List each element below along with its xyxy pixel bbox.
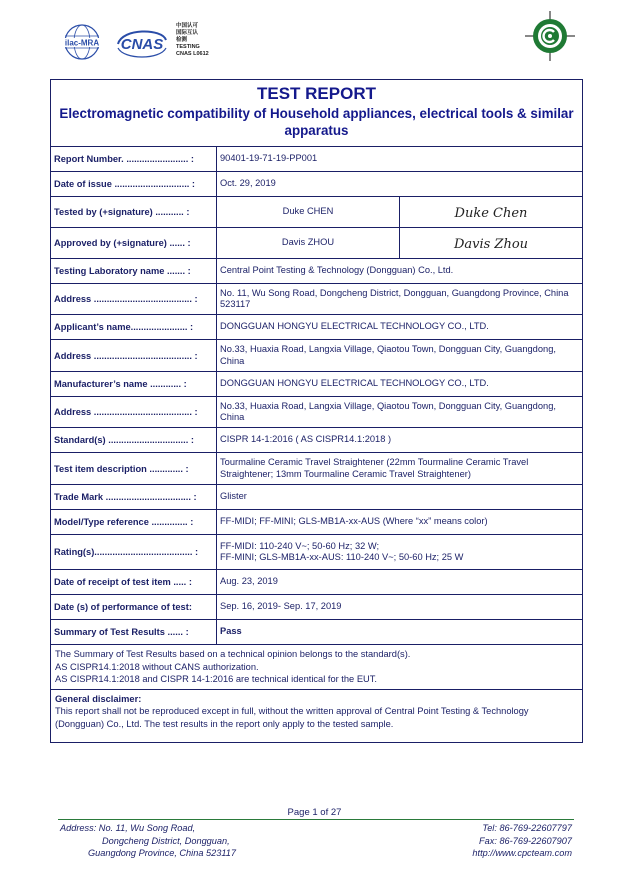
- field-label: Report Number. ........................ :: [51, 147, 217, 171]
- address-line: Guangdong Province, China 523117: [88, 848, 236, 858]
- field-label: Date of issue ............................. :: [51, 172, 217, 196]
- field-applicant-address: [51, 340, 582, 372]
- field-value: No.33, Huaxia Road, Langxia Village, Qiaotou Town, Dongguan City, Guangdong, China: [220, 344, 556, 366]
- field-label: Testing Laboratory name ....... :: [51, 259, 217, 283]
- field-label: Summary of Test Results ...... :: [51, 620, 217, 644]
- field-label: Approved by (+signature) ...... :: [51, 228, 217, 258]
- field-manufacturer: [51, 372, 582, 397]
- general-disclaimer: [51, 690, 582, 734]
- disclaimer-heading: General disclaimer:: [55, 693, 142, 704]
- field-trade-mark: [51, 485, 582, 510]
- field-label: Address ...................................... :: [51, 284, 217, 314]
- field-applicant: [51, 315, 582, 340]
- footer-address: [60, 822, 236, 860]
- field-label: Test item description ............. :: [51, 453, 217, 484]
- footer-contact: [472, 822, 572, 860]
- field-standards: [51, 428, 582, 453]
- cnas-accreditation-text: [176, 23, 209, 58]
- address-line: Address: No. 11, Wu Song Road,: [60, 823, 196, 833]
- summary-line: AS CISPR14.1:2018 and CISPR 14-1:2016 are technical identical for the EUT.: [55, 674, 377, 684]
- field-date-receipt: [51, 570, 582, 595]
- field-value: Sep. 16, 2019- Sep. 17, 2019: [220, 601, 342, 612]
- page-number: Page 1 of 27: [287, 807, 342, 818]
- footer-web: http://www.cpcteam.com: [472, 848, 572, 858]
- field-value: [217, 535, 582, 569]
- summary-notes: [51, 645, 582, 690]
- field-approved-by: [51, 228, 582, 259]
- field-lab-address: [51, 284, 582, 315]
- field-value: CISPR 14-1:2016 ( AS CISPR14.1:2018 ): [220, 434, 392, 445]
- field-value: Tourmaline Ceramic Travel Straightener (22mm Tourmaline Ceramic Travel Straightener; 13mm Tourmaline Ceramic Travel Straightener): [220, 457, 529, 479]
- field-value: Aug. 23, 2019: [220, 576, 278, 587]
- field-value: No.33, Huaxia Road, Langxia Village, Qiaotou Town, Dongguan City, Guangdong, China: [220, 400, 556, 422]
- ilac-mra-logo: [58, 22, 106, 66]
- cnas-line: 国际互认: [176, 30, 199, 36]
- field-test-item: [51, 453, 582, 485]
- footer-fax: Fax: 86-769-22607907: [479, 835, 572, 846]
- field-label: Standard(s) ............................... :: [51, 428, 217, 452]
- svg-text:CNAS: CNAS: [120, 36, 164, 53]
- summary-line: AS CISPR14.1:2018 without CANS authorization.: [55, 661, 259, 672]
- field-label: Tested by (+signature) ........... :: [51, 197, 217, 227]
- cnas-line: 中国认可: [176, 23, 199, 29]
- field-value: Central Point Testing & Technology (Dongguan) Co., Ltd.: [220, 265, 454, 276]
- cnas-line: 检测: [176, 37, 188, 43]
- field-value: Glister: [220, 491, 247, 502]
- field-label: Date of receipt of test item ..... :: [51, 570, 217, 594]
- field-report-number: [51, 147, 582, 172]
- svg-text:Duke Chen: Duke Chen: [454, 206, 528, 221]
- cnas-line: CNAS L0612: [176, 51, 209, 57]
- field-tested-by: [51, 197, 582, 228]
- field-date-performance: [51, 595, 582, 620]
- approved-by-signature: [400, 228, 582, 258]
- field-summary-results: [51, 620, 582, 645]
- field-value: 90401-19-71-19-PP001: [220, 153, 318, 164]
- field-value: FF-MIDI; FF-MINI; GLS-MB1A-xx-AUS (Where “xx” means color): [220, 516, 488, 527]
- field-label: Manufacturer’s name ............ :: [51, 372, 217, 396]
- footer-divider: [58, 819, 574, 820]
- cnas-logo: [112, 26, 172, 62]
- field-rating: [51, 535, 582, 570]
- cnas-line: TESTING: [176, 44, 200, 50]
- field-label: Date (s) of performance of test:: [51, 595, 217, 619]
- report-form: [50, 79, 583, 743]
- field-testing-lab: [51, 259, 582, 284]
- field-label: Trade Mark ................................. :: [51, 485, 217, 509]
- disclaimer-text: This report shall not be reproduced except in full, without the written approval of Central Point Testing & Technology (Dongguan) Co., Ltd. The test results in the report only apply to the tested sample.: [55, 706, 529, 729]
- field-model: [51, 510, 582, 535]
- rating-line: FF-MINI; GLS-MB1A-xx-AUS: 110-240 V~; 50-60 Hz; 25 W: [220, 552, 464, 562]
- field-label: Applicant’s name...................... :: [51, 315, 217, 339]
- rating-line: FF-MIDI: 110-240 V~; 50-60 Hz; 32 W;: [220, 540, 380, 551]
- svg-text:Davis Zhou: Davis Zhou: [453, 237, 529, 252]
- field-value: Davis ZHOU: [217, 228, 400, 258]
- field-value: DONGGUAN HONGYU ELECTRICAL TECHNOLOGY CO., LTD.: [220, 321, 489, 332]
- field-label: Address ...................................... :: [51, 340, 217, 371]
- field-value: DONGGUAN HONGYU ELECTRICAL TECHNOLOGY CO., LTD.: [220, 378, 489, 389]
- field-manufacturer-address: [51, 397, 582, 428]
- tested-by-signature: [400, 197, 582, 227]
- field-label: Address ...................................... :: [51, 397, 217, 427]
- report-fields: [51, 146, 582, 733]
- field-label: Rating(s)...................................... :: [51, 535, 217, 569]
- summary-line: The Summary of Test Results based on a technical opinion belongs to the standard(s).: [55, 649, 411, 659]
- report-title: TEST REPORT: [256, 84, 376, 103]
- field-value: Oct. 29, 2019: [220, 178, 276, 189]
- field-value: Pass: [220, 626, 242, 637]
- field-date-of-issue: [51, 172, 582, 197]
- field-label: Model/Type reference .............. :: [51, 510, 217, 534]
- field-value: Duke CHEN: [217, 197, 400, 227]
- footer-tel: Tel: 86-769-22607797: [482, 823, 572, 833]
- svg-text:ilac-MRA: ilac-MRA: [64, 38, 100, 48]
- cpt-company-logo: [524, 10, 576, 62]
- field-value: No. 11, Wu Song Road, Dongcheng District, Dongguan, Guangdong Province, China 523117: [220, 287, 569, 309]
- address-line: Dongcheng District, Dongguan,: [102, 835, 230, 846]
- report-subtitle: Electromagnetic compatibility of Household appliances, electrical tools & similar apparatus: [59, 106, 574, 138]
